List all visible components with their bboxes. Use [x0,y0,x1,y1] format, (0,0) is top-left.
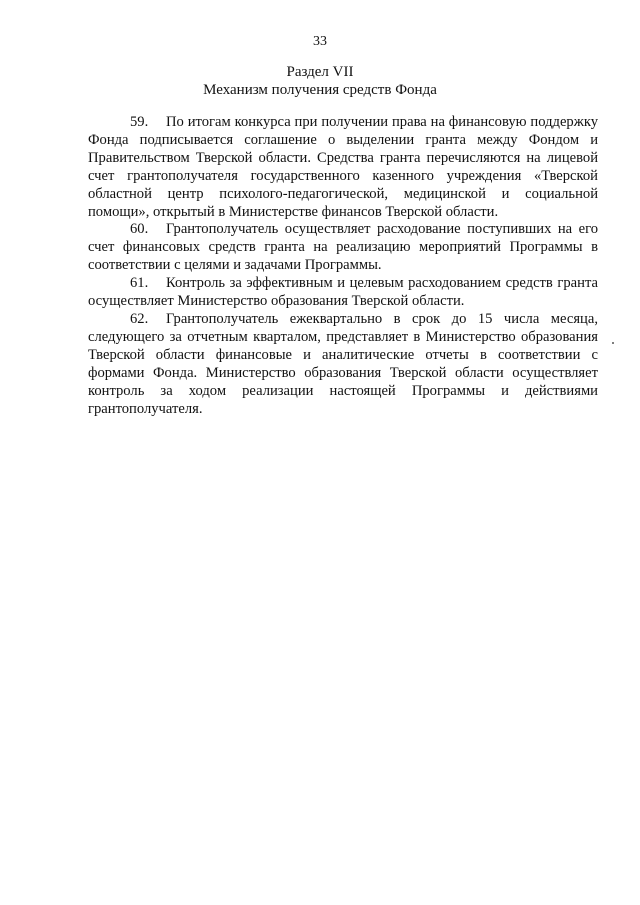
section-header [0,63,640,99]
scan-speck [612,342,614,344]
document-body [88,114,598,418]
paragraph-text: Грантополучатель осуществляет расходование поступивших на его счет финансовых средств гранта на реализацию мероприятий Программы в соответствии с целями и задачами Программы. [88,221,598,274]
page-number: 33 [313,34,327,49]
paragraph-number: 59. [130,114,149,130]
paragraph-61 [88,275,598,311]
paragraph-text: Грантополучатель ежеквартально в срок до 15 числа месяца, следующего за отчетным кварталом, представляет в Министерство образования Тверской области финансовые и аналитические отчеты в соответствии с формами Фонда. Министерство образования Тверской области осуществляет контроль за ходом реализации настоящей Программы и действиями грантополучателя. [88,310,598,417]
paragraph-number: 62. [130,310,149,327]
paragraph-62 [88,311,598,418]
paragraph-number: 60. [130,221,149,238]
paragraph-text: По итогам конкурса при получении права на финансовую поддержку Фонда подписывается соглашение о выделении гранта между Фондом и Правительством Тверской области. Средства гранта перечисляются на лицевой счет грантополучателя государственного казенного учреждения «Тверской областной центр психолого-педагогической, медицинской и социальной помощи», открытый в Министерстве финансов Тверской области. [88,114,598,220]
section-subheading: Механизм получения средств Фонда [203,82,437,98]
paragraph-text: Контроль за эффективным и целевым расходованием средств гранта осуществляет Министерство образования Тверской области. [88,275,598,310]
paragraph-59 [88,114,598,221]
section-heading: Раздел VII [286,64,354,80]
paragraph-60 [88,221,598,275]
paragraph-number: 61. [130,275,149,292]
